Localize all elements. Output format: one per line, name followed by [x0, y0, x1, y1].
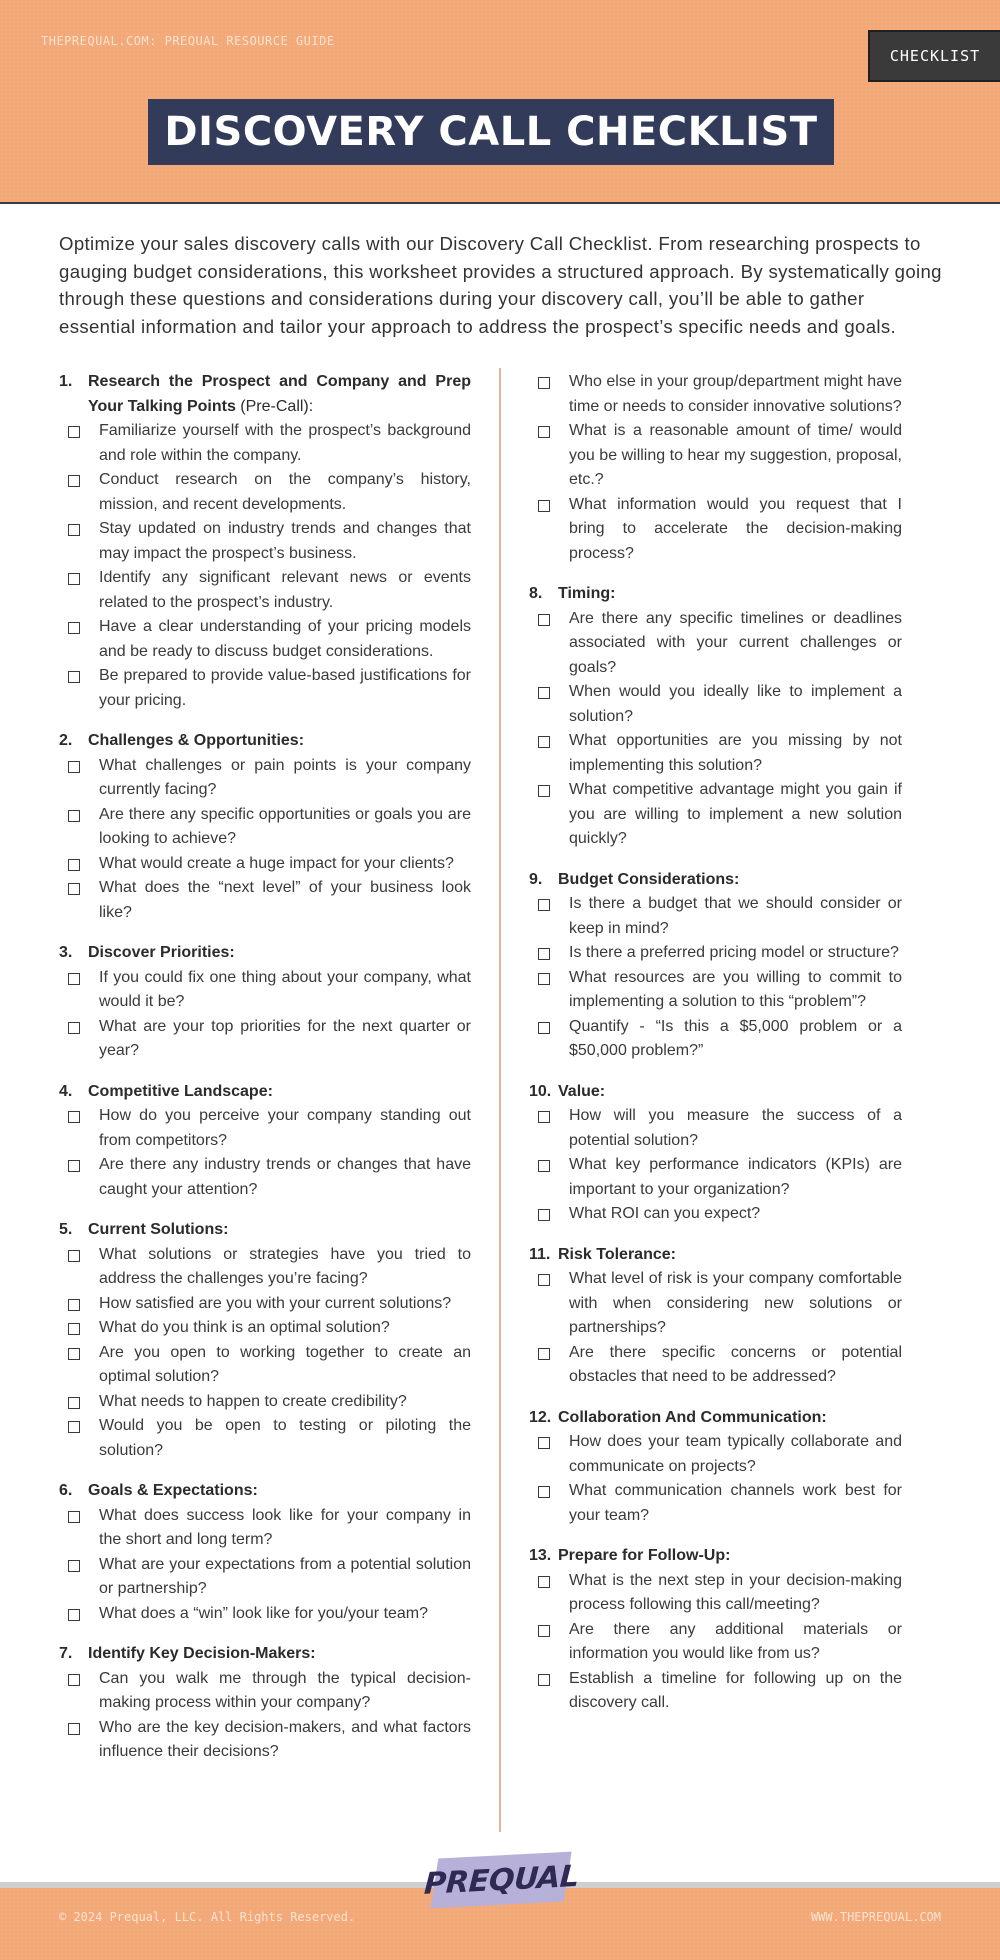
section-title [558, 582, 902, 607]
checklist-section [59, 1080, 471, 1203]
checklist-item-text: How does your team typically collaborate and communicate on projects? [569, 1433, 902, 1475]
right-column [529, 370, 902, 1732]
checklist-item [59, 852, 471, 877]
checklist-item-text: If you could fix one thing about your company, what would it be? [99, 968, 471, 1010]
checkbox-icon[interactable] [529, 941, 569, 966]
checklist-item-text: Quantify - “Is this a $5,000 problem or a $50,000 problem?” [569, 1017, 902, 1059]
checklist-item [529, 1341, 902, 1390]
section-title [558, 1544, 902, 1569]
website-link[interactable]: WWW.THEPREQUAL.COM [810, 1910, 941, 1924]
checkbox-icon[interactable] [59, 1104, 99, 1153]
checklist-section [529, 868, 902, 1064]
checkbox-icon[interactable] [59, 1316, 99, 1341]
section-number: 3. [59, 944, 73, 961]
checklist-section [529, 582, 902, 852]
checklist-section [59, 1218, 471, 1463]
checklist-item [59, 1390, 471, 1415]
checkbox-icon[interactable] [59, 1716, 99, 1765]
checklist-item [529, 493, 902, 567]
checklist-item-text: Identify any significant relevant news or events related to the prospect’s industry. [99, 569, 471, 611]
section-number: 9. [529, 870, 543, 888]
checklist-section [529, 370, 902, 566]
checkbox-icon[interactable] [59, 566, 99, 615]
checkbox-icon[interactable] [529, 1267, 569, 1341]
section-number: 1. [59, 373, 73, 390]
checkbox-icon[interactable] [529, 1015, 569, 1064]
column-divider [499, 368, 501, 1832]
section-heading [529, 1544, 902, 1569]
checklist-item-text: What does the “next level” of your business look like? [99, 879, 471, 921]
section-heading [529, 582, 902, 607]
checkbox-icon[interactable] [529, 729, 569, 778]
checklist-item-text: Are there any specific opportunities or goals you are looking to achieve? [99, 805, 471, 847]
checklist-item [529, 1202, 902, 1227]
checkbox-icon[interactable] [529, 1341, 569, 1390]
checklist-item [59, 1316, 471, 1341]
checklist-item-text: What level of risk is your company comfortable with when considering new solutions or partnerships? [569, 1270, 902, 1336]
checkbox-icon[interactable] [59, 876, 99, 925]
section-heading [59, 370, 471, 419]
checklist-item-text: What are your top priorities for the next quarter or year? [99, 1017, 471, 1059]
checkbox-icon[interactable] [529, 607, 569, 681]
section-title-text: Research the Prospect and Company and Prep Your Talking Points [88, 373, 471, 415]
resource-guide-tag: THEPREQUAL.COM: PREQUAL RESOURCE GUIDE [41, 34, 335, 48]
section-title [558, 1243, 902, 1268]
checklist-item [59, 1553, 471, 1602]
checkbox-icon[interactable] [59, 1602, 99, 1627]
page-title: DISCOVERY CALL CHECKLIST [164, 109, 818, 155]
checkbox-icon[interactable] [59, 1390, 99, 1415]
checklist-item [59, 517, 471, 566]
checklist-item-text: Conduct research on the company’s history, mission, and recent developments. [99, 471, 471, 513]
section-number: 5. [59, 1221, 73, 1238]
checkbox-icon[interactable] [529, 1569, 569, 1618]
section-title [88, 729, 471, 754]
section-title [558, 1080, 902, 1105]
section-number: 11. [529, 1245, 551, 1263]
section-title [88, 370, 471, 419]
section-heading [529, 1243, 902, 1268]
checklist-item-text: What does success look like for your company in the short and long term? [99, 1506, 471, 1548]
section-heading [529, 1406, 902, 1431]
checklist-item-text: What does a “win” look like for you/your team? [99, 1604, 429, 1622]
section-heading [529, 1080, 902, 1105]
checklist-item-text: What ROI can you expect? [569, 1205, 761, 1222]
section-title-suffix: (Pre-Call): [235, 397, 314, 415]
checkbox-icon[interactable] [59, 1015, 99, 1064]
checkbox-icon[interactable] [59, 1153, 99, 1202]
checklist-item-text: How satisfied are you with your current solutions? [99, 1294, 452, 1312]
checkbox-icon[interactable] [59, 966, 99, 1015]
checklist-item-text: What is the next step in your decision-making process following this call/meeting? [569, 1571, 902, 1613]
checkbox-icon[interactable] [529, 1618, 569, 1667]
checklist-item-text: What competitive advantage might you gain if you are willing to implement a new solution quickly? [569, 781, 902, 847]
checklist-item [59, 1504, 471, 1553]
section-title-text: Timing: [558, 585, 616, 602]
checklist-item [59, 468, 471, 517]
section-title [88, 1080, 471, 1105]
checkbox-icon[interactable] [529, 419, 569, 493]
checkbox-icon[interactable] [59, 754, 99, 803]
checklist-item [59, 1667, 471, 1716]
section-title-text: Prepare for Follow-Up: [558, 1547, 731, 1564]
checkbox-icon[interactable] [59, 1504, 99, 1553]
left-column [59, 370, 471, 1781]
section-number: 6. [59, 1482, 73, 1499]
section-number: 7. [59, 1645, 73, 1662]
checkbox-icon[interactable] [59, 1341, 99, 1390]
checklist-section [529, 1406, 902, 1529]
checklist-section [529, 1243, 902, 1390]
checklist-item [529, 1667, 902, 1716]
checklist-item-text: Be prepared to provide value-based justifications for your pricing. [99, 667, 471, 709]
checklist-section [59, 370, 471, 713]
checklist-section [59, 1642, 471, 1765]
checkbox-icon[interactable] [59, 615, 99, 664]
checkbox-icon[interactable] [529, 493, 569, 567]
checkbox-icon[interactable] [529, 892, 569, 941]
copyright-text: © 2024 Prequal, LLC. All Rights Reserved. [59, 1910, 356, 1924]
checkbox-icon[interactable] [59, 419, 99, 468]
checklist-item-text: Are there any additional materials or information you would like from us? [569, 1620, 902, 1662]
checklist-item-text: Are there specific concerns or potential obstacles that need to be addressed? [569, 1343, 902, 1385]
intro-paragraph: Optimize your sales discovery calls with our Discovery Call Checklist. From researching prospects to gauging budget considerations, this worksheet provides a structured approach. By systematically going through these questions and considerations during your discovery call, you’ll be able to gather essential information and tailor your approach to address the prospect’s specific needs and goals. [59, 233, 942, 337]
checkbox-icon[interactable] [59, 852, 99, 877]
section-heading [59, 1479, 471, 1504]
checklist-item-text: Stay updated on industry trends and changes that may impact the prospect’s business. [99, 520, 471, 562]
checkbox-icon[interactable] [529, 370, 569, 419]
checklist-item [529, 1153, 902, 1202]
checklist-item [529, 1430, 902, 1479]
section-title-text: Value: [558, 1082, 606, 1100]
section-number: 4. [59, 1082, 73, 1100]
checklist-item-text: Are there any industry trends or changes that have caught your attention? [99, 1156, 471, 1198]
checklist-item-text: What challenges or pain points is your company currently facing? [99, 756, 471, 798]
checkbox-icon[interactable] [59, 1414, 99, 1463]
checkbox-icon[interactable] [529, 1479, 569, 1528]
section-title-text: Identify Key Decision-Makers: [88, 1645, 316, 1662]
checklist-item-text: Have a clear understanding of your pricing models and be ready to discuss budget considerations. [99, 618, 471, 660]
checkbox-icon[interactable] [59, 517, 99, 566]
checklist-item-text: What are your expectations from a potential solution or partnership? [99, 1555, 471, 1597]
checklist-item [59, 566, 471, 615]
checklist-item [529, 1479, 902, 1528]
section-title [88, 1642, 471, 1667]
checklist-item-text: What key performance indicators (KPIs) are important to your organization? [569, 1156, 902, 1198]
checkbox-icon[interactable] [529, 680, 569, 729]
checkbox-icon[interactable] [529, 1104, 569, 1153]
checklist-item-text: Are there any specific timelines or deadlines associated with your current challenges or goals? [569, 609, 902, 676]
checkbox-icon[interactable] [59, 664, 99, 713]
section-number: 13. [529, 1547, 552, 1564]
checklist-item-text: Can you walk me through the typical decision-making process within your company? [99, 1669, 471, 1711]
checklist-item-text: What would create a huge impact for your clients? [99, 854, 454, 872]
checklist-section [59, 1479, 471, 1626]
section-heading [59, 1218, 471, 1243]
section-title-text: Risk Tolerance: [558, 1245, 676, 1263]
checklist-item-text: What do you think is an optimal solution? [99, 1319, 390, 1336]
checkbox-icon[interactable] [59, 468, 99, 517]
section-title [558, 868, 902, 893]
checklist-item-text: Would you be open to testing or piloting the solution? [99, 1417, 471, 1459]
checklist-section [529, 1080, 902, 1227]
checklist-item-text: Familiarize yourself with the prospect’s background and role within the company. [99, 422, 471, 464]
section-heading [59, 1080, 471, 1105]
section-title-text: Challenges & Opportunities: [88, 732, 305, 749]
checklist-item [529, 1267, 902, 1341]
checklist-item [529, 1569, 902, 1618]
checklist-item-text: Is there a budget that we should consider or keep in mind? [569, 895, 902, 937]
header-banner [0, 0, 1000, 204]
checklist-item-text: When would you ideally like to implement a solution? [569, 683, 902, 725]
checklist-item-text: Establish a timeline for following up on the discovery call. [569, 1669, 902, 1711]
title-box [148, 99, 834, 165]
section-title-text: Goals & Expectations: [88, 1482, 258, 1499]
checkbox-icon[interactable] [59, 803, 99, 852]
checkbox-icon[interactable] [529, 1430, 569, 1479]
checklist-item [59, 1153, 471, 1202]
checklist-item-text: Who are the key decision-makers, and what factors influence their decisions? [99, 1718, 471, 1760]
checklist-item [59, 615, 471, 664]
section-title [88, 941, 471, 966]
section-title [88, 1218, 471, 1243]
checklist-item-text: What communication channels work best for your team? [569, 1482, 902, 1524]
checklist-item [529, 729, 902, 778]
checklist-badge: CHECKLIST [868, 30, 1000, 82]
checklist-item [59, 754, 471, 803]
section-heading [59, 941, 471, 966]
checklist-item [529, 1015, 902, 1064]
section-title-text: Budget Considerations: [558, 870, 740, 888]
checkbox-icon[interactable] [59, 1553, 99, 1602]
checklist-item [59, 876, 471, 925]
section-number: 12. [529, 1408, 552, 1426]
section-heading [529, 868, 902, 893]
checklist-item [529, 941, 902, 966]
checklist-item [59, 1015, 471, 1064]
checklist-item [59, 803, 471, 852]
checklist-item [59, 1602, 471, 1627]
checkbox-icon[interactable] [529, 1202, 569, 1227]
section-number: 10. [529, 1082, 552, 1100]
checklist-item-text: Is there a preferred pricing model or structure? [569, 944, 899, 961]
checkbox-icon[interactable] [59, 1292, 99, 1317]
checklist-item [59, 1716, 471, 1765]
checklist-item [529, 1618, 902, 1667]
checklist-item [59, 664, 471, 713]
checklist-item-text: What is a reasonable amount of time/ would you be willing to hear my suggestion, proposal, etc.? [569, 422, 902, 488]
section-title-text: Discover Priorities: [88, 944, 235, 961]
checklist-item-text: What opportunities are you missing by not implementing this solution? [569, 732, 902, 774]
checklist-item [59, 1292, 471, 1317]
logo-text: PREQUAL [422, 1858, 580, 1902]
checklist-section [59, 941, 471, 1064]
checklist-item-text: How do you perceive your company standing out from competitors? [99, 1107, 471, 1149]
checkbox-icon[interactable] [529, 966, 569, 1015]
checklist-item-text: Are you open to working together to create an optimal solution? [99, 1343, 471, 1385]
checklist-section [59, 729, 471, 925]
checklist-item-text: Who else in your group/department might have time or needs to consider innovative solutions? [569, 373, 902, 415]
section-heading [59, 1642, 471, 1667]
checklist-item-text: What information would you request that I bring to accelerate the decision-making process? [569, 495, 902, 562]
section-heading [59, 729, 471, 754]
checklist-item [529, 370, 902, 419]
checkbox-icon[interactable] [529, 778, 569, 852]
checklist-item [59, 1414, 471, 1463]
checklist-item-text: What resources are you willing to commit to implementing a solution to this “problem”? [569, 968, 902, 1010]
checklist-item [59, 419, 471, 468]
checkbox-icon[interactable] [529, 1153, 569, 1202]
section-title-text: Current Solutions: [88, 1221, 229, 1238]
section-title-text: Competitive Landscape: [88, 1082, 273, 1100]
checklist-item [59, 1104, 471, 1153]
checklist-item [529, 892, 902, 941]
checklist-section [529, 1544, 902, 1716]
checklist-item [529, 607, 902, 681]
checklist-item-text: What solutions or strategies have you tried to address the challenges you’re facing? [99, 1245, 471, 1287]
prequal-logo [422, 1852, 580, 1909]
checklist-item [59, 1341, 471, 1390]
checklist-item [529, 778, 902, 852]
section-number: 8. [529, 585, 543, 602]
checkbox-icon[interactable] [59, 1243, 99, 1292]
checklist-item-text: What needs to happen to create credibility? [99, 1392, 407, 1410]
section-title [558, 1406, 902, 1431]
checklist-item [529, 419, 902, 493]
checklist-item [529, 1104, 902, 1153]
checklist-item [59, 1243, 471, 1292]
checkbox-icon[interactable] [59, 1667, 99, 1716]
checkbox-icon[interactable] [529, 1667, 569, 1716]
section-title-text: Collaboration And Communication: [558, 1408, 827, 1426]
checklist-item [59, 966, 471, 1015]
section-title [88, 1479, 471, 1504]
checklist-item [529, 680, 902, 729]
checklist-item [529, 966, 902, 1015]
section-number: 2. [59, 732, 73, 749]
checklist-item-text: How will you measure the success of a potential solution? [569, 1107, 902, 1149]
